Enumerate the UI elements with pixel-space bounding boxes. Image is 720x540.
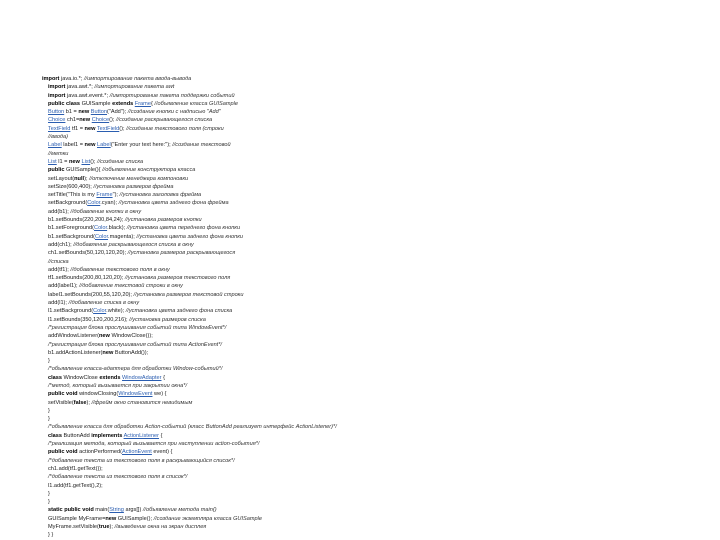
code-line: } [48,490,50,497]
code-line: setTitle("This is my Frame"); //установка заголовка фрейма [48,192,202,199]
code-line: TextField tf1 = new TextField(); //создание текстового поля (строки [48,125,224,132]
code-line: //ввода) [48,134,69,141]
code-line: } [48,358,50,365]
code-line: /*регистрация блока прослушивания событий типа WindowEvent*/ [48,324,227,331]
code-line: add(tf1); //добавление текстового поля в окну [48,266,170,273]
code-line: class WindowClose extends WindowAdapter { [48,374,165,381]
code-line: b1.setForeground(Color.black); //установка цвета переднего фона кнопки [48,225,241,232]
code-line: /*объявление класса для обработки Action-событий (класс ButtonAdd реализует интерфейс ActionListener)*/ [48,424,337,431]
code-line: l1.add(tf1.getText(),2); [48,482,103,489]
code-line: setVisible(false); //фрейм окно становится невидимым [48,399,193,406]
code-line: /*добавление текста из текстового поля в список*/ [48,474,188,481]
code-line: l1.setBounds(350,120,200,216); //установка размеров списка [48,316,206,323]
code-line: //метки [48,150,69,157]
code-line: import java.awt.event.*; //импортирование пакета поддержки событий [48,92,235,99]
code-line: b1.addActionListener(new ButtonAdd()); [48,349,149,356]
code-line: add(b1); //добавление кнопки в окну [48,208,142,215]
code-line: import java.awt.*; //импортирование пакета awt [48,84,175,91]
code-line: public GUISample(){ //объявление конструктора класса [48,167,196,174]
code-line: ch1.setBounds(50,120,120,20); //установка размеров раскрывающегося [48,250,236,257]
code-line: } } [48,532,54,539]
code-line: /*реализация метода, который вызывается при наступлении action-события*/ [48,441,260,448]
code-line: public void actionPerformed(ActionEvent event) { [48,449,173,456]
code-line: addWindowListener(new WindowClose()); [48,333,153,340]
code-line: public class GUISample extends Frame{ //объявление класса GUISample [48,100,238,107]
code-line: add(l1); //добавление списка в окну [48,300,140,307]
code-line: GUISample MyFrame=new GUISample(); //создание экземпляра класса GUISample [48,515,262,522]
code-line: import java.io.*; //импортирование пакета ввода-вывода [42,76,192,82]
code-line: class ButtonAdd implements ActionListener { [48,432,163,439]
code-line: List l1 = new List(); //создание списка [48,158,144,165]
code-line: //списка [48,258,69,265]
code-line: } [48,407,50,414]
code-line: /*метод, который вызывается при закрытии окна*/ [48,382,187,389]
code-line: ch1.add(tf1.getText()); [48,465,103,472]
code-line: add(ch1); //добавление раскрывающегося списка в окну [48,241,194,248]
code-line: /*добавление текста из текстового поля в раскрывающийся список*/ [48,457,235,464]
code-line: tf1.setBounds(200,80,120,20); //установка размеров текстового поля [48,275,231,282]
code-line: label1.setBounds(200,55,120,20); //установка размеров текстовой строки [48,291,244,298]
code-line: Button b1 = new Button("Add"); //создание кнопки с надписью "Add" [48,109,221,116]
code-line: setSize(600,400); //установка размеров фрейма [48,183,174,190]
code-line: /*объявление класса-адаптера для обработки Window-событий*/ [48,366,223,373]
code-line: l1.setBackground(Color.white); //установка цвета заднего фона списка [48,308,233,315]
code-line: static public void main(String args[]) //объявление метода main() [48,507,217,514]
code-line: b1.setBounds(220,200,84,24); //установка размеров кнопки [48,217,202,224]
code-line: } [48,499,50,506]
code-line: b1.setBackground(Color.magenta); //установка цвета заднего фона кнопки [48,233,243,240]
code-listing [42,75,682,540]
code-line: /*регистрация блока прослушивания событий типа ActionEvent*/ [48,341,222,348]
code-line: } [48,416,50,423]
code-line: MyFrame.setVisible(true); //выведение окна на экран дисплея [48,524,207,531]
code-line: public void windowClosing(WindowEvent we) { [48,391,167,398]
code-line: setLayout(null); //отключение менеджера компоновки [48,175,189,182]
code-line: Choice ch1=new Choice(); //создание раскрывающегося списка [48,117,213,124]
code-line: setBackground(Color.cyan); //установка цвета заднего фона фрейма [48,200,229,207]
code-line: Label label1 = new Label("Enter your text here:"); //создание текстовой [48,142,231,149]
code-line: add(label1); //добавление текстовой строки в окну [48,283,183,290]
